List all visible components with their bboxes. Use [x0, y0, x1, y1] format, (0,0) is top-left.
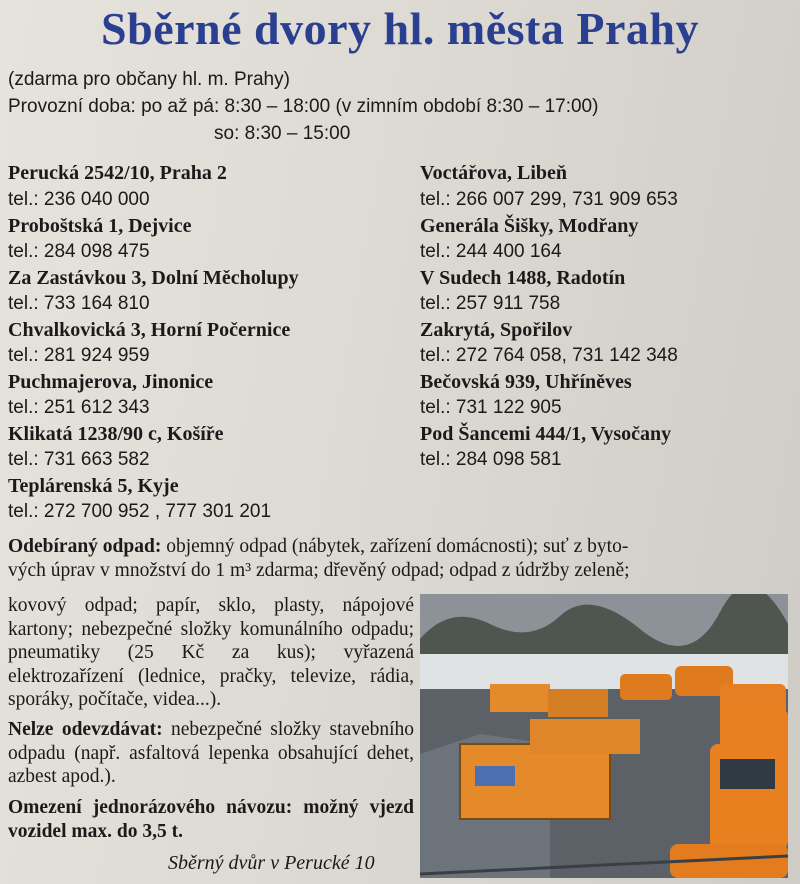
opening-hours-weekday: Provozní doba: po až pá: 8:30 – 18:00 (v zimním období 8:30 – 17:00): [8, 96, 599, 117]
not-accepted-section: [8, 718, 414, 789]
site-phone: tel.: 272 700 952 , 777 301 201: [8, 501, 272, 522]
site-phone: tel.: 244 400 164: [420, 241, 562, 262]
accepted-waste-continued: kovový odpad; papír, sklo, plasty, nápojové kartony; nebezpečné složky komunálního odpadu; pneumatiky (25 Kč za kus); vyřazená elektrozařízení (lednice, pračky, televize, rádia, sporáky, počítače, videa...).: [8, 595, 414, 710]
site-address: Zakrytá, Spořilov: [420, 319, 573, 341]
site-phone: tel.: 281 924 959: [8, 345, 150, 366]
site-phone: tel.: 731 663 582: [8, 449, 150, 470]
opening-hours-saturday: so: 8:30 – 15:00: [214, 123, 351, 144]
page-title: Sběrné dvory hl. města Prahy: [101, 3, 699, 54]
collection-yard-photo: [420, 594, 788, 878]
site-address: Pod Šancemi 444/1, Vysočany: [420, 423, 672, 445]
site-phone: tel.: 257 911 758: [420, 293, 561, 314]
not-accepted-text: nebezpečné složky stavebního odpadu (např. asfaltová lepenka obsahující dehet, azbest apod.).: [8, 719, 415, 787]
site-phone: tel.: 251 612 343: [8, 397, 150, 418]
site-phone: tel.: 272 764 058, 731 142 348: [420, 345, 678, 366]
free-note: (zdarma pro občany hl. m. Prahy): [8, 69, 290, 90]
site-address: V Sudech 1488, Radotín: [420, 267, 626, 289]
site-address: Klikatá 1238/90 c, Košíře: [8, 423, 224, 445]
site-address: Perucká 2542/10, Praha 2: [8, 162, 227, 184]
accepted-waste-line1: objemný odpad (nábytek, zařízení domácnosti); suť z byto-: [166, 536, 629, 557]
collection-yard-photo-illustration: [420, 594, 788, 878]
accepted-waste-label: Odebíraný odpad:: [8, 536, 162, 557]
site-phone: tel.: 284 098 475: [8, 241, 150, 262]
site-address: Teplárenská 5, Kyje: [8, 475, 179, 497]
site-phone: tel.: 731 122 905: [420, 397, 562, 418]
site-address: Voctářova, Libeň: [420, 162, 568, 184]
site-phone: tel.: 236 040 000: [8, 189, 150, 210]
site-phone: tel.: 284 098 581: [420, 449, 562, 470]
site-address: Generála Šišky, Modřany: [420, 215, 639, 237]
load-limit: Omezení jednorázového návozu: možný vjezd vozidel max. do 3,5 t.: [8, 797, 414, 842]
site-address: Chvalkovická 3, Horní Počernice: [8, 319, 291, 341]
site-address: Bečovská 939, Uhříněves: [420, 371, 632, 393]
accepted-waste-intro: [8, 535, 792, 582]
site-address: Za Zastávkou 3, Dolní Měcholupy: [8, 267, 299, 289]
site-phone: tel.: 733 164 810: [8, 293, 150, 314]
accepted-waste-line2: vých úprav v množství do 1 m³ zdarma; dřevěný odpad; odpad z údržby zeleně;: [8, 559, 630, 581]
site-address: Proboštská 1, Dejvice: [8, 215, 192, 237]
site-address: Puchmajerova, Jinonice: [8, 371, 214, 393]
not-accepted-label: Nelze odevzdávat:: [8, 719, 163, 740]
photo-caption: Sběrný dvůr v Perucké 10: [168, 852, 375, 874]
site-phone: tel.: 266 007 299, 731 909 653: [420, 189, 678, 210]
